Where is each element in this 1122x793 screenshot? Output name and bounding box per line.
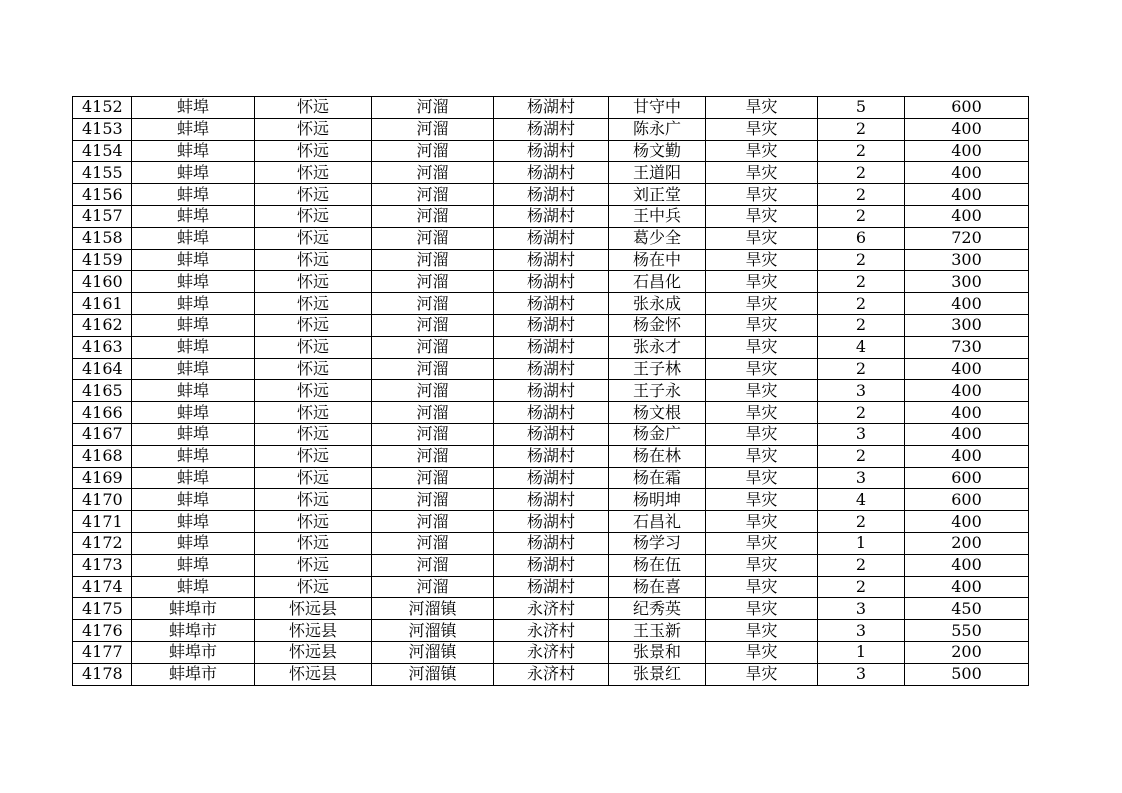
cell-record-number: 4178 (73, 663, 132, 685)
cell-household-count: 2 (818, 576, 905, 598)
cell-village: 杨湖村 (494, 336, 609, 358)
cell-amount: 400 (905, 576, 1029, 598)
cell-household-count: 2 (818, 445, 905, 467)
cell-city: 蚌埠 (132, 576, 255, 598)
cell-county: 怀远县 (255, 598, 372, 620)
cell-village: 杨湖村 (494, 184, 609, 206)
cell-name: 杨在伍 (609, 554, 706, 576)
cell-city: 蚌埠 (132, 249, 255, 271)
cell-name: 甘守中 (609, 97, 706, 119)
cell-town: 河溜 (372, 380, 494, 402)
cell-city: 蚌埠 (132, 314, 255, 336)
cell-disaster-type: 旱灾 (706, 336, 818, 358)
cell-amount: 550 (905, 620, 1029, 642)
cell-amount: 400 (905, 423, 1029, 445)
cell-name: 王中兵 (609, 205, 706, 227)
cell-county: 怀远 (255, 380, 372, 402)
cell-village: 杨湖村 (494, 467, 609, 489)
cell-amount: 400 (905, 554, 1029, 576)
cell-disaster-type: 旱灾 (706, 489, 818, 511)
cell-amount: 400 (905, 445, 1029, 467)
cell-county: 怀远 (255, 205, 372, 227)
cell-city: 蚌埠 (132, 402, 255, 424)
cell-record-number: 4170 (73, 489, 132, 511)
cell-city: 蚌埠 (132, 205, 255, 227)
cell-household-count: 3 (818, 467, 905, 489)
cell-village: 杨湖村 (494, 293, 609, 315)
cell-town: 河溜 (372, 293, 494, 315)
cell-record-number: 4164 (73, 358, 132, 380)
cell-county: 怀远 (255, 271, 372, 293)
cell-household-count: 3 (818, 620, 905, 642)
cell-city: 蚌埠市 (132, 598, 255, 620)
cell-name: 张永成 (609, 293, 706, 315)
cell-town: 河溜镇 (372, 598, 494, 620)
cell-village: 杨湖村 (494, 140, 609, 162)
cell-town: 河溜 (372, 227, 494, 249)
cell-county: 怀远 (255, 314, 372, 336)
table-row (73, 118, 1029, 140)
cell-village: 杨湖村 (494, 205, 609, 227)
table-row (73, 249, 1029, 271)
cell-disaster-type: 旱灾 (706, 598, 818, 620)
cell-amount: 400 (905, 293, 1029, 315)
cell-amount: 500 (905, 663, 1029, 685)
cell-village: 杨湖村 (494, 489, 609, 511)
cell-disaster-type: 旱灾 (706, 227, 818, 249)
cell-household-count: 2 (818, 140, 905, 162)
cell-city: 蚌埠市 (132, 663, 255, 685)
cell-record-number: 4174 (73, 576, 132, 598)
cell-household-count: 2 (818, 314, 905, 336)
cell-household-count: 5 (818, 97, 905, 119)
cell-household-count: 3 (818, 380, 905, 402)
table-body (73, 97, 1029, 686)
cell-village: 永济村 (494, 620, 609, 642)
cell-town: 河溜 (372, 205, 494, 227)
cell-name: 王子永 (609, 380, 706, 402)
cell-town: 河溜 (372, 467, 494, 489)
cell-county: 怀远 (255, 249, 372, 271)
cell-city: 蚌埠 (132, 336, 255, 358)
cell-town: 河溜 (372, 314, 494, 336)
cell-name: 张景和 (609, 641, 706, 663)
table-row (73, 227, 1029, 249)
cell-disaster-type: 旱灾 (706, 532, 818, 554)
cell-record-number: 4169 (73, 467, 132, 489)
cell-name: 陈永广 (609, 118, 706, 140)
cell-county: 怀远 (255, 423, 372, 445)
cell-village: 杨湖村 (494, 97, 609, 119)
cell-county: 怀远 (255, 118, 372, 140)
cell-record-number: 4176 (73, 620, 132, 642)
cell-city: 蚌埠 (132, 118, 255, 140)
cell-city: 蚌埠 (132, 162, 255, 184)
cell-town: 河溜 (372, 402, 494, 424)
cell-household-count: 1 (818, 532, 905, 554)
cell-household-count: 2 (818, 293, 905, 315)
cell-record-number: 4156 (73, 184, 132, 206)
cell-record-number: 4167 (73, 423, 132, 445)
cell-household-count: 4 (818, 336, 905, 358)
cell-city: 蚌埠 (132, 227, 255, 249)
cell-city: 蚌埠市 (132, 620, 255, 642)
cell-county: 怀远县 (255, 620, 372, 642)
table-row (73, 598, 1029, 620)
cell-village: 杨湖村 (494, 423, 609, 445)
cell-amount: 400 (905, 118, 1029, 140)
cell-record-number: 4165 (73, 380, 132, 402)
cell-town: 河溜 (372, 162, 494, 184)
cell-amount: 300 (905, 271, 1029, 293)
cell-amount: 200 (905, 532, 1029, 554)
cell-disaster-type: 旱灾 (706, 205, 818, 227)
cell-city: 蚌埠市 (132, 641, 255, 663)
table-row (73, 97, 1029, 119)
table-row (73, 140, 1029, 162)
cell-name: 杨在中 (609, 249, 706, 271)
cell-disaster-type: 旱灾 (706, 663, 818, 685)
table-row (73, 445, 1029, 467)
table-row (73, 423, 1029, 445)
table-row (73, 184, 1029, 206)
cell-household-count: 2 (818, 554, 905, 576)
cell-household-count: 2 (818, 271, 905, 293)
table-row (73, 511, 1029, 533)
cell-disaster-type: 旱灾 (706, 271, 818, 293)
cell-town: 河溜 (372, 140, 494, 162)
cell-town: 河溜 (372, 445, 494, 467)
cell-name: 杨金怀 (609, 314, 706, 336)
cell-county: 怀远 (255, 576, 372, 598)
cell-household-count: 2 (818, 118, 905, 140)
cell-amount: 600 (905, 467, 1029, 489)
cell-city: 蚌埠 (132, 467, 255, 489)
cell-disaster-type: 旱灾 (706, 162, 818, 184)
cell-village: 永济村 (494, 663, 609, 685)
cell-village: 杨湖村 (494, 249, 609, 271)
cell-city: 蚌埠 (132, 184, 255, 206)
cell-name: 王道阳 (609, 162, 706, 184)
table-row (73, 532, 1029, 554)
cell-county: 怀远 (255, 162, 372, 184)
cell-amount: 400 (905, 380, 1029, 402)
cell-disaster-type: 旱灾 (706, 293, 818, 315)
cell-record-number: 4158 (73, 227, 132, 249)
cell-county: 怀远 (255, 511, 372, 533)
cell-amount: 400 (905, 205, 1029, 227)
cell-household-count: 4 (818, 489, 905, 511)
cell-name: 葛少全 (609, 227, 706, 249)
table-row (73, 162, 1029, 184)
cell-household-count: 3 (818, 423, 905, 445)
cell-city: 蚌埠 (132, 380, 255, 402)
cell-village: 杨湖村 (494, 380, 609, 402)
cell-record-number: 4162 (73, 314, 132, 336)
cell-town: 河溜 (372, 532, 494, 554)
cell-village: 杨湖村 (494, 554, 609, 576)
cell-village: 杨湖村 (494, 227, 609, 249)
cell-town: 河溜镇 (372, 641, 494, 663)
cell-village: 杨湖村 (494, 162, 609, 184)
cell-town: 河溜 (372, 489, 494, 511)
cell-disaster-type: 旱灾 (706, 423, 818, 445)
cell-name: 纪秀英 (609, 598, 706, 620)
cell-name: 杨文根 (609, 402, 706, 424)
relief-table (72, 96, 1029, 686)
cell-disaster-type: 旱灾 (706, 249, 818, 271)
cell-village: 杨湖村 (494, 118, 609, 140)
cell-town: 河溜 (372, 184, 494, 206)
cell-amount: 720 (905, 227, 1029, 249)
cell-village: 杨湖村 (494, 314, 609, 336)
cell-county: 怀远县 (255, 641, 372, 663)
table-row (73, 380, 1029, 402)
cell-name: 王玉新 (609, 620, 706, 642)
cell-household-count: 2 (818, 511, 905, 533)
cell-name: 杨学习 (609, 532, 706, 554)
cell-record-number: 4168 (73, 445, 132, 467)
cell-record-number: 4166 (73, 402, 132, 424)
cell-city: 蚌埠 (132, 532, 255, 554)
cell-disaster-type: 旱灾 (706, 380, 818, 402)
cell-name: 杨文勤 (609, 140, 706, 162)
cell-name: 杨明坤 (609, 489, 706, 511)
cell-town: 河溜 (372, 336, 494, 358)
cell-town: 河溜 (372, 511, 494, 533)
cell-household-count: 2 (818, 162, 905, 184)
cell-county: 怀远县 (255, 663, 372, 685)
cell-amount: 730 (905, 336, 1029, 358)
cell-record-number: 4177 (73, 641, 132, 663)
cell-amount: 400 (905, 511, 1029, 533)
cell-household-count: 2 (818, 184, 905, 206)
cell-town: 河溜 (372, 118, 494, 140)
cell-county: 怀远 (255, 140, 372, 162)
cell-name: 石昌礼 (609, 511, 706, 533)
cell-county: 怀远 (255, 489, 372, 511)
cell-town: 河溜 (372, 358, 494, 380)
cell-disaster-type: 旱灾 (706, 402, 818, 424)
cell-amount: 450 (905, 598, 1029, 620)
cell-household-count: 2 (818, 205, 905, 227)
cell-disaster-type: 旱灾 (706, 314, 818, 336)
cell-county: 怀远 (255, 532, 372, 554)
cell-county: 怀远 (255, 402, 372, 424)
cell-county: 怀远 (255, 554, 372, 576)
cell-record-number: 4161 (73, 293, 132, 315)
table-row (73, 293, 1029, 315)
cell-amount: 400 (905, 358, 1029, 380)
cell-county: 怀远 (255, 336, 372, 358)
cell-record-number: 4171 (73, 511, 132, 533)
cell-record-number: 4173 (73, 554, 132, 576)
cell-household-count: 3 (818, 663, 905, 685)
table-row (73, 663, 1029, 685)
cell-city: 蚌埠 (132, 511, 255, 533)
cell-amount: 600 (905, 489, 1029, 511)
cell-city: 蚌埠 (132, 293, 255, 315)
cell-name: 杨金广 (609, 423, 706, 445)
table-row (73, 271, 1029, 293)
cell-record-number: 4175 (73, 598, 132, 620)
cell-disaster-type: 旱灾 (706, 140, 818, 162)
cell-town: 河溜 (372, 554, 494, 576)
cell-county: 怀远 (255, 293, 372, 315)
cell-county: 怀远 (255, 227, 372, 249)
cell-name: 杨在林 (609, 445, 706, 467)
cell-city: 蚌埠 (132, 97, 255, 119)
table-row (73, 358, 1029, 380)
cell-disaster-type: 旱灾 (706, 620, 818, 642)
cell-amount: 400 (905, 184, 1029, 206)
cell-name: 张永才 (609, 336, 706, 358)
cell-village: 杨湖村 (494, 532, 609, 554)
cell-amount: 400 (905, 140, 1029, 162)
cell-record-number: 4155 (73, 162, 132, 184)
cell-name: 王子林 (609, 358, 706, 380)
cell-household-count: 1 (818, 641, 905, 663)
cell-city: 蚌埠 (132, 423, 255, 445)
cell-town: 河溜镇 (372, 620, 494, 642)
cell-household-count: 2 (818, 249, 905, 271)
cell-household-count: 2 (818, 402, 905, 424)
cell-disaster-type: 旱灾 (706, 97, 818, 119)
cell-county: 怀远 (255, 445, 372, 467)
cell-amount: 400 (905, 162, 1029, 184)
cell-amount: 300 (905, 314, 1029, 336)
cell-record-number: 4154 (73, 140, 132, 162)
table-row (73, 576, 1029, 598)
cell-city: 蚌埠 (132, 554, 255, 576)
table-row (73, 205, 1029, 227)
cell-name: 杨在喜 (609, 576, 706, 598)
cell-city: 蚌埠 (132, 271, 255, 293)
cell-disaster-type: 旱灾 (706, 554, 818, 576)
cell-disaster-type: 旱灾 (706, 118, 818, 140)
cell-town: 河溜镇 (372, 663, 494, 685)
cell-record-number: 4152 (73, 97, 132, 119)
cell-city: 蚌埠 (132, 445, 255, 467)
cell-village: 杨湖村 (494, 445, 609, 467)
table-row (73, 554, 1029, 576)
cell-county: 怀远 (255, 467, 372, 489)
cell-town: 河溜 (372, 423, 494, 445)
cell-amount: 600 (905, 97, 1029, 119)
cell-town: 河溜 (372, 97, 494, 119)
table-row (73, 620, 1029, 642)
cell-city: 蚌埠 (132, 489, 255, 511)
cell-village: 杨湖村 (494, 576, 609, 598)
cell-town: 河溜 (372, 271, 494, 293)
cell-village: 杨湖村 (494, 358, 609, 380)
cell-record-number: 4157 (73, 205, 132, 227)
cell-household-count: 3 (818, 598, 905, 620)
cell-name: 张景红 (609, 663, 706, 685)
cell-county: 怀远 (255, 358, 372, 380)
cell-county: 怀远 (255, 184, 372, 206)
cell-village: 永济村 (494, 598, 609, 620)
cell-amount: 200 (905, 641, 1029, 663)
cell-disaster-type: 旱灾 (706, 576, 818, 598)
cell-name: 石昌化 (609, 271, 706, 293)
cell-record-number: 4153 (73, 118, 132, 140)
cell-village: 永济村 (494, 641, 609, 663)
table-row (73, 467, 1029, 489)
cell-village: 杨湖村 (494, 271, 609, 293)
cell-record-number: 4159 (73, 249, 132, 271)
cell-amount: 400 (905, 402, 1029, 424)
cell-disaster-type: 旱灾 (706, 445, 818, 467)
table-row (73, 489, 1029, 511)
cell-record-number: 4163 (73, 336, 132, 358)
table-row (73, 314, 1029, 336)
cell-county: 怀远 (255, 97, 372, 119)
cell-disaster-type: 旱灾 (706, 184, 818, 206)
cell-disaster-type: 旱灾 (706, 358, 818, 380)
cell-name: 刘正堂 (609, 184, 706, 206)
cell-village: 杨湖村 (494, 402, 609, 424)
cell-disaster-type: 旱灾 (706, 511, 818, 533)
table-row (73, 402, 1029, 424)
cell-town: 河溜 (372, 576, 494, 598)
cell-name: 杨在霜 (609, 467, 706, 489)
cell-record-number: 4172 (73, 532, 132, 554)
cell-disaster-type: 旱灾 (706, 467, 818, 489)
table-row (73, 641, 1029, 663)
cell-city: 蚌埠 (132, 358, 255, 380)
cell-town: 河溜 (372, 249, 494, 271)
table-row (73, 336, 1029, 358)
cell-city: 蚌埠 (132, 140, 255, 162)
cell-household-count: 6 (818, 227, 905, 249)
cell-disaster-type: 旱灾 (706, 641, 818, 663)
cell-village: 杨湖村 (494, 511, 609, 533)
cell-amount: 300 (905, 249, 1029, 271)
cell-household-count: 2 (818, 358, 905, 380)
cell-record-number: 4160 (73, 271, 132, 293)
